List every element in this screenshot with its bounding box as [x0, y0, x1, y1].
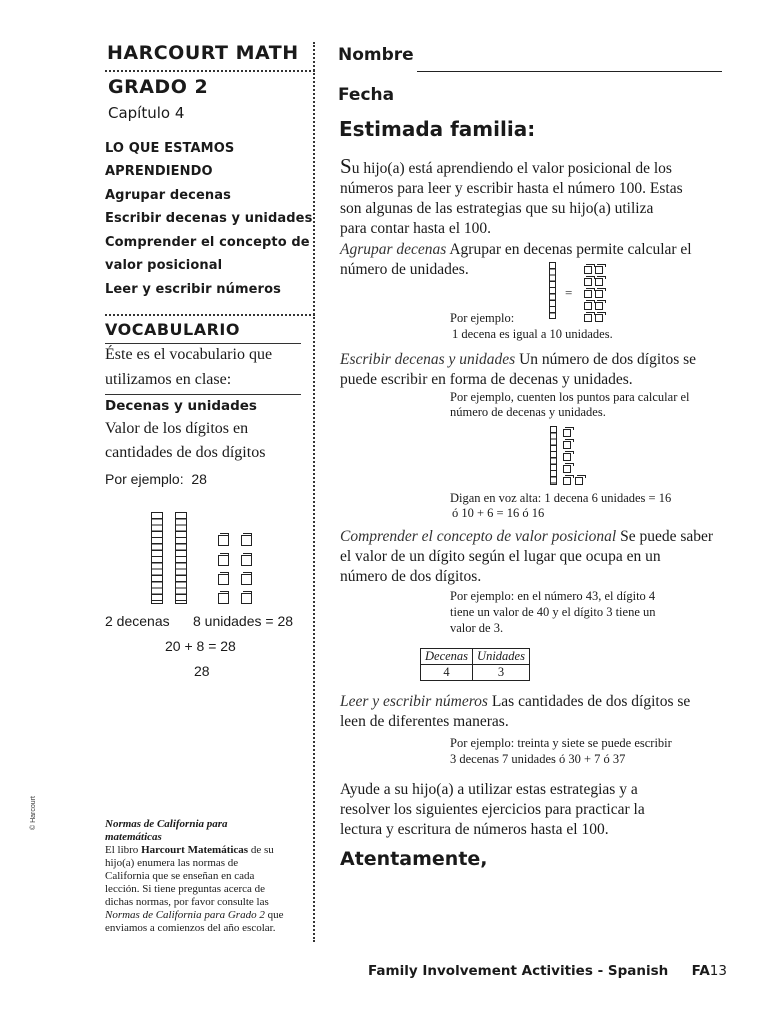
place-value-table — [420, 648, 530, 681]
strategy-title: Leer y escribir números — [340, 693, 488, 710]
strategy-text: Se puede saber — [616, 528, 714, 545]
strategy-title: Comprender el concepto de valor posicional — [340, 528, 617, 545]
strategy-text: el valor de un dígito según el lugar que ocupa en un — [340, 548, 661, 565]
example-text: 3 decenas 7 unidades ó 30 + 7 ó 37 — [450, 752, 626, 766]
footer-title: Family Involvement Activities - Spanish — [368, 963, 669, 979]
intro-line: u hijo(a) está aprendiendo el valor posicional de los — [351, 160, 672, 177]
unit-cube — [218, 535, 229, 546]
vocab-def: Valor de los dígitos en — [105, 420, 249, 437]
example-result: 28 — [194, 663, 210, 679]
intro-line: números para leer y escribir hasta el número 100. Estas — [340, 180, 683, 197]
strategy-title: Agrupar decenas — [340, 241, 447, 258]
unit-cube — [595, 314, 603, 322]
unit-cube — [595, 302, 603, 310]
learning-item: Comprender el concepto de — [105, 235, 310, 250]
greeting: Estimada familia: — [339, 117, 536, 141]
example-text: Por ejemplo, cuenten los puntos para calcular el — [450, 390, 690, 404]
unit-cube — [584, 302, 592, 310]
strategy-2 — [340, 350, 725, 390]
unit-cube — [563, 453, 571, 461]
drop-cap: S — [340, 154, 352, 178]
ten-rod — [175, 512, 187, 604]
ten-rod — [151, 512, 163, 604]
date-label: Fecha — [338, 85, 395, 105]
learning-item: valor posicional — [105, 258, 223, 273]
table-cell: 3 — [473, 665, 530, 681]
unit-cube — [563, 441, 571, 449]
standards-line: Normas de California para Grado 2 que — [105, 909, 284, 921]
unit-cube — [241, 593, 252, 604]
intro-paragraph — [340, 156, 725, 239]
strategy-text: número de dos dígitos. — [340, 568, 482, 585]
divider — [105, 343, 301, 344]
standards-line: California que se enseñan en cada — [105, 870, 255, 882]
vocab-heading: VOCABULARIO — [105, 320, 240, 339]
strategy-text: Agrupar en decenas permite calcular el — [446, 241, 692, 258]
unit-cube — [218, 555, 229, 566]
unit-cube — [218, 574, 229, 585]
learning-item: Agrupar decenas — [105, 188, 231, 203]
table-header: Decenas — [421, 649, 473, 665]
page-number: 13 — [709, 963, 727, 979]
unit-cube — [241, 574, 252, 585]
divider — [105, 394, 301, 395]
standards-title: Normas de California para — [105, 818, 228, 830]
example-text: valor de 3. — [450, 621, 504, 635]
intro-line: son algunas de las estrategias que su hijo(a) utiliza — [340, 200, 654, 217]
strategy-text: puede escribir en forma de decenas y unidades. — [340, 371, 633, 388]
standards-title: matemáticas — [105, 831, 162, 843]
example-sum: 20 + 8 = 28 — [165, 638, 236, 654]
grade-label: GRADO 2 — [108, 76, 209, 98]
closing-line: resolver los siguientes ejercicios para practicar la — [340, 801, 645, 818]
strategy-text: número de unidades. — [340, 261, 469, 278]
divider — [105, 70, 315, 72]
ten-rod — [549, 262, 556, 319]
vocab-intro: Éste es el vocabulario que — [105, 346, 273, 363]
example-text: tiene un valor de 40 y el dígito 3 tiene un — [450, 605, 656, 619]
vocab-intro: utilizamos en clase: — [105, 371, 232, 388]
divider — [313, 42, 315, 942]
program-title: HARCOURT MATH — [107, 42, 299, 64]
unit-cube — [563, 465, 571, 473]
vocab-def: cantidades de dos dígitos — [105, 444, 266, 461]
signoff: Atentamente, — [340, 848, 488, 870]
name-field[interactable] — [417, 71, 722, 72]
unit-cube — [241, 535, 252, 546]
unit-cube — [595, 290, 603, 298]
intro-line: para contar hasta el 100. — [340, 220, 492, 237]
footer — [368, 963, 727, 979]
closing-line: lectura y escritura de números hasta el 100. — [340, 821, 609, 838]
learning-item: Leer y escribir números — [105, 282, 281, 297]
strategy-4 — [340, 692, 725, 732]
example-text: ó 10 + 6 = 16 ó 16 — [452, 506, 545, 520]
strategy-text: Un número de dos dígitos se — [515, 351, 697, 368]
divider — [105, 314, 315, 316]
closing-paragraph — [340, 780, 725, 840]
table-header: Unidades — [473, 649, 530, 665]
standards-note — [105, 818, 310, 935]
example-text: número de decenas y unidades. — [450, 405, 606, 419]
unit-cube — [584, 266, 592, 274]
example-text: Por ejemplo: treinta y siete se puede escribir — [450, 736, 672, 750]
strategy-text: Las cantidades de dos dígitos se — [487, 693, 691, 710]
standards-line: dichas normas, por favor consulte las — [105, 896, 269, 908]
learning-item: Escribir decenas y unidades — [105, 211, 313, 226]
strategy-3 — [340, 527, 725, 587]
example-text: Por ejemplo: en el número 43, el dígito 4 — [450, 589, 656, 603]
example-text: Por ejemplo: — [450, 311, 515, 325]
unit-cube — [595, 278, 603, 286]
standards-line: enviamos a comienzos del año escolar. — [105, 922, 276, 934]
standards-line: El libro Harcourt Matemáticas de su — [105, 844, 274, 856]
vocab-term: Decenas y unidades — [105, 398, 257, 414]
unit-cube — [563, 429, 571, 437]
ten-rod — [550, 426, 557, 485]
unit-cube — [595, 266, 603, 274]
name-label: Nombre — [338, 45, 414, 65]
example-text: Digan en voz alta: 1 decena 6 unidades = 16 — [450, 491, 672, 505]
strategy-1 — [340, 240, 725, 280]
standards-line: lección. Si tiene preguntas acerca de — [105, 883, 266, 895]
learning-heading-2: APRENDIENDO — [105, 164, 213, 179]
example-label: Por ejemplo: 28 — [105, 471, 207, 487]
unit-cube — [584, 278, 592, 286]
unit-cube — [563, 477, 571, 485]
table-cell: 4 — [421, 665, 473, 681]
closing-line: Ayude a su hijo(a) a utilizar estas estrategias y a — [340, 781, 638, 798]
strategy-title: Escribir decenas y unidades — [340, 351, 516, 368]
learning-heading-1: LO QUE ESTAMOS — [105, 141, 235, 156]
standards-line: hijo(a) enumera las normas de — [105, 857, 239, 869]
unit-cube — [584, 314, 592, 322]
page-number-prefix: FA — [691, 963, 710, 979]
unit-cube — [241, 555, 252, 566]
example-text: 1 decena es igual a 10 unidades. — [452, 327, 613, 341]
copyright: © Harcourt — [30, 796, 37, 830]
unit-cube — [584, 290, 592, 298]
equals-sign: = — [565, 285, 573, 300]
unit-cube — [575, 477, 583, 485]
chapter-label: Capítulo 4 — [108, 104, 185, 122]
example-tens: 2 decenas — [105, 613, 170, 629]
strategy-text: leen de diferentes maneras. — [340, 713, 509, 730]
unit-cube — [218, 593, 229, 604]
example-ones: 8 unidades = 28 — [193, 613, 294, 629]
